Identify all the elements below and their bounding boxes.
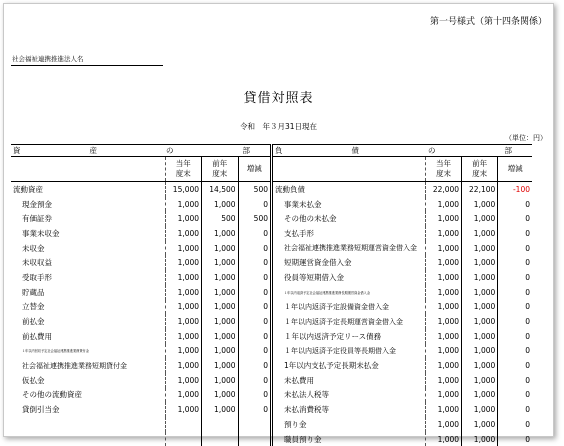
liability-change-value: 0 xyxy=(498,211,532,226)
asset-current-year-value: 1,000 xyxy=(165,373,201,388)
asset-change-value: 0 xyxy=(238,226,271,241)
asset-prior-year-value: 1,000 xyxy=(202,314,238,329)
liability-current-year-value: 1,000 xyxy=(425,226,461,241)
asset-item-label: 仮払金 xyxy=(22,375,45,385)
asset-prior-year-value: 1,000 xyxy=(202,300,238,315)
asset-item-label: 事業未収金 xyxy=(22,228,60,238)
liability-prior-year-value: 1,000 xyxy=(462,329,498,344)
asset-item-label: 立替金 xyxy=(22,302,45,312)
asset-change-value: 0 xyxy=(238,300,271,315)
liability-prior-year-value: 1,000 xyxy=(462,255,498,270)
liability-change-value: 0 xyxy=(498,388,532,403)
assets-current-year-header: 当年 度末 xyxy=(165,157,201,182)
liability-prior-year-value: 1,000 xyxy=(462,285,498,300)
liability-change-value: 0 xyxy=(498,226,532,241)
table-row xyxy=(11,241,532,256)
asset-change-value: 0 xyxy=(238,314,271,329)
asset-change-value: 0 xyxy=(238,197,271,212)
liability-current-year-value: 1,000 xyxy=(425,270,461,285)
asset-change-value: 0 xyxy=(238,358,271,373)
liabilities-change-header: 増減 xyxy=(498,157,532,182)
liability-item-label: １年以内返済予定社会福祉連携推進業務長期運営資金借入金 xyxy=(272,285,426,300)
asset-item-label: その他の流動資産 xyxy=(22,390,82,400)
asset-item-label: 前払費用 xyxy=(22,331,52,341)
as-of-date: 令和 年３月31日現在 xyxy=(239,122,318,131)
asset-prior-year-value: 1,000 xyxy=(202,197,238,212)
liability-item-label: １年以内返済予定長期運営資金借入金 xyxy=(272,314,426,329)
liability-prior-year-value: 1,000 xyxy=(462,344,498,359)
asset-current-year-value: 1,000 xyxy=(165,241,201,256)
liability-item-label: １年以内返済予定役員等長期借入金 xyxy=(272,344,426,359)
liability-prior-year-value: 1,000 xyxy=(462,358,498,373)
liability-current-year-value: 1,000 xyxy=(425,314,461,329)
liability-item-label: 役員等短期借入金 xyxy=(272,270,426,285)
table-row xyxy=(11,388,532,403)
liability-current-year-value: 22,000 xyxy=(425,182,461,197)
table-row xyxy=(11,373,532,388)
assets-heading: 資 産 の 部 xyxy=(11,145,272,157)
liability-current-year-value: 1,000 xyxy=(425,241,461,256)
asset-item-label: 有価証券 xyxy=(22,214,52,224)
form-number: 第一号様式（第十四条関係） xyxy=(429,17,547,27)
liability-current-year-value: 1,000 xyxy=(425,417,461,432)
asset-change-value: 0 xyxy=(238,329,271,344)
liability-prior-year-value: 1,000 xyxy=(462,197,498,212)
asset-prior-year-value: 1,000 xyxy=(202,358,238,373)
asset-prior-year-value: 1,000 xyxy=(202,270,238,285)
liability-change-value: 0 xyxy=(498,358,532,373)
liability-item-label: その他の未払金 xyxy=(272,211,426,226)
table-row xyxy=(11,300,532,315)
liability-item-label: 社会福祉連携推進業務短期運営資金借入金 xyxy=(272,241,426,256)
asset-item-label: 受取手形 xyxy=(22,272,52,282)
asset-item-label: 社会福祉連携推進業務短期貸付金 xyxy=(22,361,127,370)
asset-item-label: 現金預金 xyxy=(22,199,52,209)
liability-change-value: 0 xyxy=(498,255,532,270)
asset-item-label: 貸倒引当金 xyxy=(22,405,60,415)
liability-item-label: 事業未払金 xyxy=(272,197,426,212)
column-heading-row xyxy=(11,157,532,182)
liability-change-value: -100 xyxy=(498,182,532,197)
liability-prior-year-value: 1,000 xyxy=(462,432,498,446)
asset-item-label: 未収金 xyxy=(22,243,45,253)
liability-change-value: 0 xyxy=(498,241,532,256)
asset-current-year-value: 1,000 xyxy=(165,270,201,285)
liability-prior-year-value: 1,000 xyxy=(462,270,498,285)
asset-current-year-value: 1,000 xyxy=(165,402,201,417)
asset-change-value xyxy=(238,432,271,446)
liability-item-label: 支払手形 xyxy=(272,226,426,241)
asset-current-year-value: 1,000 xyxy=(165,285,201,300)
liability-item-label: 流動負債 xyxy=(272,182,426,197)
balance-sheet-table xyxy=(11,144,532,446)
asset-current-year-value xyxy=(165,417,201,432)
asset-prior-year-value: 1,000 xyxy=(202,241,238,256)
asset-item-label xyxy=(11,417,165,432)
asset-current-year-value: 1,000 xyxy=(165,314,201,329)
liability-current-year-value: 1,000 xyxy=(425,255,461,270)
asset-item-label: 流動資産 xyxy=(11,182,165,197)
liability-change-value: 0 xyxy=(498,402,532,417)
assets-change-header: 増減 xyxy=(238,157,271,182)
liability-change-value: 0 xyxy=(498,300,532,315)
liability-prior-year-value: 1,000 xyxy=(462,211,498,226)
table-row xyxy=(11,344,532,359)
asset-prior-year-value: 1,000 xyxy=(202,226,238,241)
asset-item-label xyxy=(11,432,165,446)
liability-change-value: 0 xyxy=(498,417,532,432)
table-row xyxy=(11,226,532,241)
asset-prior-year-value xyxy=(202,417,238,432)
asset-change-value: 0 xyxy=(238,255,271,270)
table-row xyxy=(11,329,532,344)
liability-prior-year-value: 1,000 xyxy=(462,417,498,432)
asset-prior-year-value: 1,000 xyxy=(202,255,238,270)
section-heading-row xyxy=(11,145,532,157)
table-row xyxy=(11,182,532,197)
liability-change-value: 0 xyxy=(498,373,532,388)
asset-change-value xyxy=(238,417,271,432)
asset-prior-year-value: 14,500 xyxy=(202,182,238,197)
asset-change-value: 0 xyxy=(238,344,271,359)
liabilities-prior-year-header: 前年 度末 xyxy=(462,157,498,182)
liability-item-label: 未払法人税等 xyxy=(272,388,426,403)
asset-prior-year-value: 500 xyxy=(202,211,238,226)
balance-sheet-page xyxy=(3,3,554,444)
liability-prior-year-value: 1,000 xyxy=(462,314,498,329)
liability-change-value: 0 xyxy=(498,344,532,359)
liabilities-current-year-header: 当年 度末 xyxy=(425,157,461,182)
asset-current-year-value: 1,000 xyxy=(165,226,201,241)
asset-current-year-value: 15,000 xyxy=(165,182,201,197)
liability-change-value: 0 xyxy=(498,197,532,212)
liabilities-label-header xyxy=(272,157,426,182)
asset-prior-year-value: 1,000 xyxy=(202,285,238,300)
asset-current-year-value xyxy=(165,432,201,446)
liability-current-year-value: 1,000 xyxy=(425,344,461,359)
asset-current-year-value: 1,000 xyxy=(165,211,201,226)
liability-current-year-value: 1,000 xyxy=(425,211,461,226)
liability-current-year-value: 1,000 xyxy=(425,329,461,344)
asset-prior-year-value: 1,000 xyxy=(202,388,238,403)
asset-change-value: 0 xyxy=(238,241,271,256)
asset-current-year-value: 1,000 xyxy=(165,358,201,373)
liability-change-value: 0 xyxy=(498,314,532,329)
table-row xyxy=(11,285,532,300)
asset-change-value: 0 xyxy=(238,402,271,417)
table-row xyxy=(11,211,532,226)
asset-item-label: 貯蔵品 xyxy=(22,287,45,297)
table-row xyxy=(11,314,532,329)
asset-change-value: 0 xyxy=(238,285,271,300)
table-row xyxy=(11,402,532,417)
asset-prior-year-value: 1,000 xyxy=(202,402,238,417)
asset-current-year-value: 1,000 xyxy=(165,300,201,315)
asset-current-year-value: 1,000 xyxy=(165,255,201,270)
table-row xyxy=(11,358,532,373)
liability-change-value: 0 xyxy=(498,329,532,344)
table-row xyxy=(11,197,532,212)
asset-current-year-value: 1,000 xyxy=(165,344,201,359)
table-row xyxy=(11,417,532,432)
asset-prior-year-value: 1,000 xyxy=(202,344,238,359)
asset-change-value: 500 xyxy=(238,211,271,226)
assets-prior-year-header: 前年 度末 xyxy=(202,157,238,182)
liability-current-year-value: 1,000 xyxy=(425,285,461,300)
assets-label-header xyxy=(11,157,165,182)
liability-prior-year-value: 1,000 xyxy=(462,402,498,417)
liability-item-label: 職員預り金 xyxy=(272,432,426,446)
asset-item-label: １年以内回収予定社会福祉連携推進業務貸付金 xyxy=(22,349,89,354)
liability-item-label: １年以内返済予定設備資金借入金 xyxy=(272,300,426,315)
corporation-name-underline xyxy=(11,65,163,66)
liability-current-year-value: 1,000 xyxy=(425,300,461,315)
asset-current-year-value: 1,000 xyxy=(165,197,201,212)
liability-change-value: 0 xyxy=(498,270,532,285)
asset-prior-year-value: 1,000 xyxy=(202,329,238,344)
unit-note: （単位：円） xyxy=(505,134,547,142)
asset-item-label: 未収収益 xyxy=(22,258,52,268)
liability-prior-year-value: 1,000 xyxy=(462,373,498,388)
table-row xyxy=(11,255,532,270)
liability-current-year-value: 1,000 xyxy=(425,388,461,403)
asset-change-value: 0 xyxy=(238,373,271,388)
corporation-name-label: 社会福祉連携推進法人名 xyxy=(12,55,84,63)
asset-item-label: 前払金 xyxy=(22,317,45,327)
asset-prior-year-value xyxy=(202,432,238,446)
liability-item-label: 預り金 xyxy=(272,417,426,432)
liability-prior-year-value: 22,100 xyxy=(462,182,498,197)
liability-current-year-value: 1,000 xyxy=(425,402,461,417)
liability-item-label: 未払費用 xyxy=(272,373,426,388)
liability-change-value: 0 xyxy=(498,285,532,300)
liability-prior-year-value: 1,000 xyxy=(462,226,498,241)
table-row xyxy=(11,270,532,285)
liability-item-label: １年以内返済予定リース債務 xyxy=(272,329,426,344)
liability-current-year-value: 1,000 xyxy=(425,432,461,446)
asset-change-value: 500 xyxy=(238,182,271,197)
asset-current-year-value: 1,000 xyxy=(165,329,201,344)
liability-current-year-value: 1,000 xyxy=(425,197,461,212)
liability-prior-year-value: 1,000 xyxy=(462,300,498,315)
liability-item-label: 1年以内支払予定長期未払金 xyxy=(272,358,426,373)
liabilities-heading: 負 債 の 部 xyxy=(272,145,533,157)
liability-current-year-value: 1,000 xyxy=(425,373,461,388)
liability-item-label: 短期運営資金借入金 xyxy=(272,255,426,270)
liability-current-year-value: 1,000 xyxy=(425,358,461,373)
asset-prior-year-value: 1,000 xyxy=(202,373,238,388)
liability-prior-year-value: 1,000 xyxy=(462,241,498,256)
asset-change-value: 0 xyxy=(238,388,271,403)
liability-item-label: 未払消費税等 xyxy=(272,402,426,417)
document-title: 貸借対照表 xyxy=(243,91,314,106)
liability-prior-year-value: 1,000 xyxy=(462,388,498,403)
asset-change-value: 0 xyxy=(238,270,271,285)
asset-current-year-value: 1,000 xyxy=(165,388,201,403)
liability-change-value: 0 xyxy=(498,432,532,446)
table-row xyxy=(11,432,532,446)
